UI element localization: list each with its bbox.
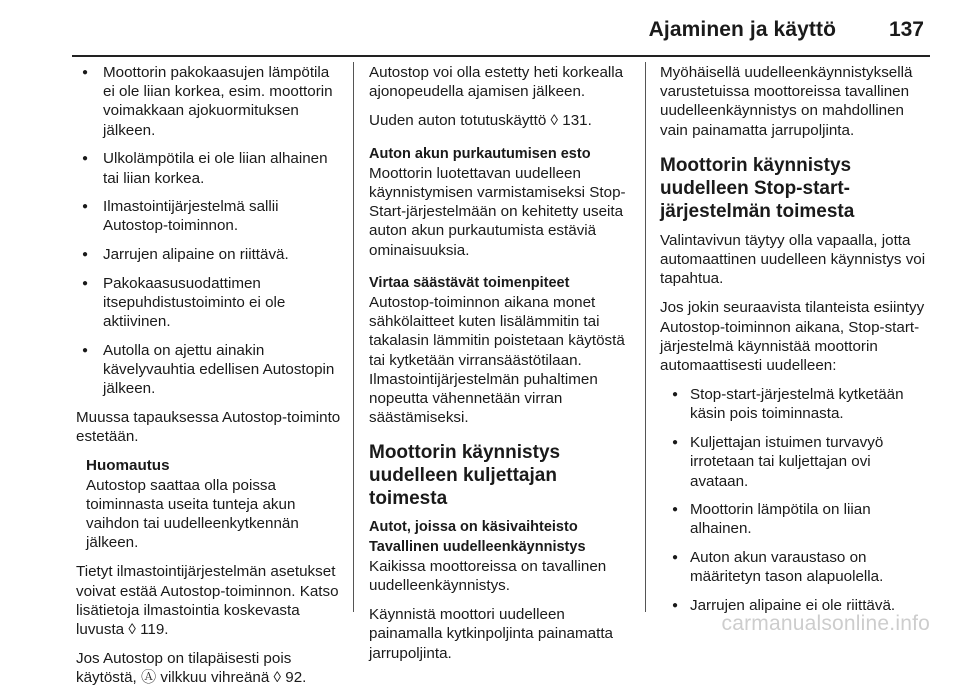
restart-condition-list	[660, 385, 930, 615]
list-item: ● Jarrujen alipaine on riittävä.	[76, 245, 344, 264]
paragraph: Jos Autostop on tilapäisesti pois käytöstä, Ⓐ vilkkuu vihreänä ◊ 92.	[76, 650, 307, 687]
paragraph: Kaikissa moottoreissa on tavallinen uudelleenkäynnistys.	[369, 557, 607, 595]
page-title: Ajaminen ja käyttö	[648, 18, 836, 41]
list-item: ● Ulkolämpötila ei ole liian alhainen tai liian korkea.	[76, 149, 344, 187]
list-item: ● Moottorin lämpötila on liian alhainen.	[660, 500, 930, 538]
list-item: ● Stop-start-järjestelmä kytketään käsin pois toiminnasta.	[660, 385, 930, 423]
subheading: Virtaa säästävät toimenpiteet	[369, 274, 570, 291]
paragraph: Muussa tapauksessa Autostop-toiminto estetään.	[76, 409, 341, 446]
note-title: Huomautus	[86, 457, 170, 475]
column-3	[660, 63, 930, 625]
paragraph: Jos jokin seuraavista tilanteista esiintyy Autostop-toiminnon aikana, Stop-start-järjestelmä käynnistää moottorin automaattisesti uudelleen:	[660, 299, 925, 375]
list-item: ● Autolla on ajettu ainakin kävelyvauhtia edellisen Autostopin jälkeen.	[76, 341, 344, 399]
list-item: ● Kuljettajan istuimen turvavyö irrotetaan tai kuljettajan ovi avataan.	[660, 433, 930, 491]
list-item: ● Moottorin pakokaasujen lämpötila ei ole liian korkea, esim. moottorin voimakkaan ajokuormituksen jälkeen.	[76, 63, 344, 140]
paragraph: Käynnistä moottori uudelleen painamalla kytkinpoljinta painamatta jarrupoljinta.	[369, 606, 613, 662]
paragraph: Valintavivun täytyy olla vapaalla, jotta automaattinen uudelleen käynnistys voi tapahtua.	[660, 231, 926, 288]
page-header	[0, 0, 960, 58]
section-heading: Moottorin käynnistys uudelleen kuljettajan toimesta	[369, 442, 561, 510]
watermark: carmanualsonline.info	[721, 612, 930, 635]
list-item: ● Pakokaasusuodattimen itsepuhdistustoiminto ei ole aktiivinen.	[76, 274, 344, 332]
paragraph: Uuden auton totutuskäyttö ◊ 131.	[369, 112, 592, 130]
column-divider	[645, 62, 646, 612]
subheading: Autot, joissa on käsivaihteisto	[369, 519, 578, 536]
list-item: ● Ilmastointijärjestelmä sallii Autostop-toiminnon.	[76, 197, 344, 235]
list-item: ● Jarrujen alipaine ei ole riittävä.	[660, 596, 930, 615]
column-1	[76, 63, 344, 698]
paragraph: Moottorin luotettavan uudelleen käynnistymisen varmistamiseksi Stop-Start-järjestelmään on kehitetty useita auton akun purkautumista estäviä ominaisuuksia.	[369, 164, 626, 259]
paragraph: Tietyt ilmastointijärjestelmän asetukset voivat estää Autostop-toiminnon. Katso lisätietoja ilmastointia koskevasta luvusta ◊ 119.	[76, 563, 339, 639]
note-box	[76, 456, 344, 552]
column-2	[369, 63, 635, 673]
subheading: Auton akun purkautumisen esto	[369, 145, 591, 162]
header-rule	[72, 55, 930, 57]
subheading: Tavallinen uudelleenkäynnistys	[369, 538, 586, 555]
column-divider	[353, 62, 354, 612]
section-heading: Moottorin käynnistys uudelleen Stop-start-järjestelmän toimesta	[660, 154, 855, 222]
page-number: 137	[888, 18, 924, 41]
paragraph: Autostop-toiminnon aikana monet sähkölaitteet kuten lisälämmitin tai takalasin lämmitin poistetaan käytöstä tai kytketään virransäästötilaan. Ilmastointijärjestelmän puhaltimen nopeutta vähennetään virran säästämiseksi.	[369, 294, 625, 427]
paragraph: Myöhäisellä uudelleenkäynnistyksellä varustetuissa moottoreissa tavallinen uudelleenkäynnistys on mahdollinen vain painamatta jarrupoljinta.	[660, 64, 913, 139]
note-text: Autostop saattaa olla poissa toiminnasta useita tunteja akun vaihdon tai uudelleenkytkennän jälkeen.	[86, 476, 299, 552]
condition-list	[76, 63, 344, 399]
paragraph: Autostop voi olla estetty heti korkealla ajonopeudella ajamisen jälkeen.	[369, 64, 624, 101]
list-item: ● Auton akun varaustaso on määritetyn tason alapuolella.	[660, 548, 930, 586]
